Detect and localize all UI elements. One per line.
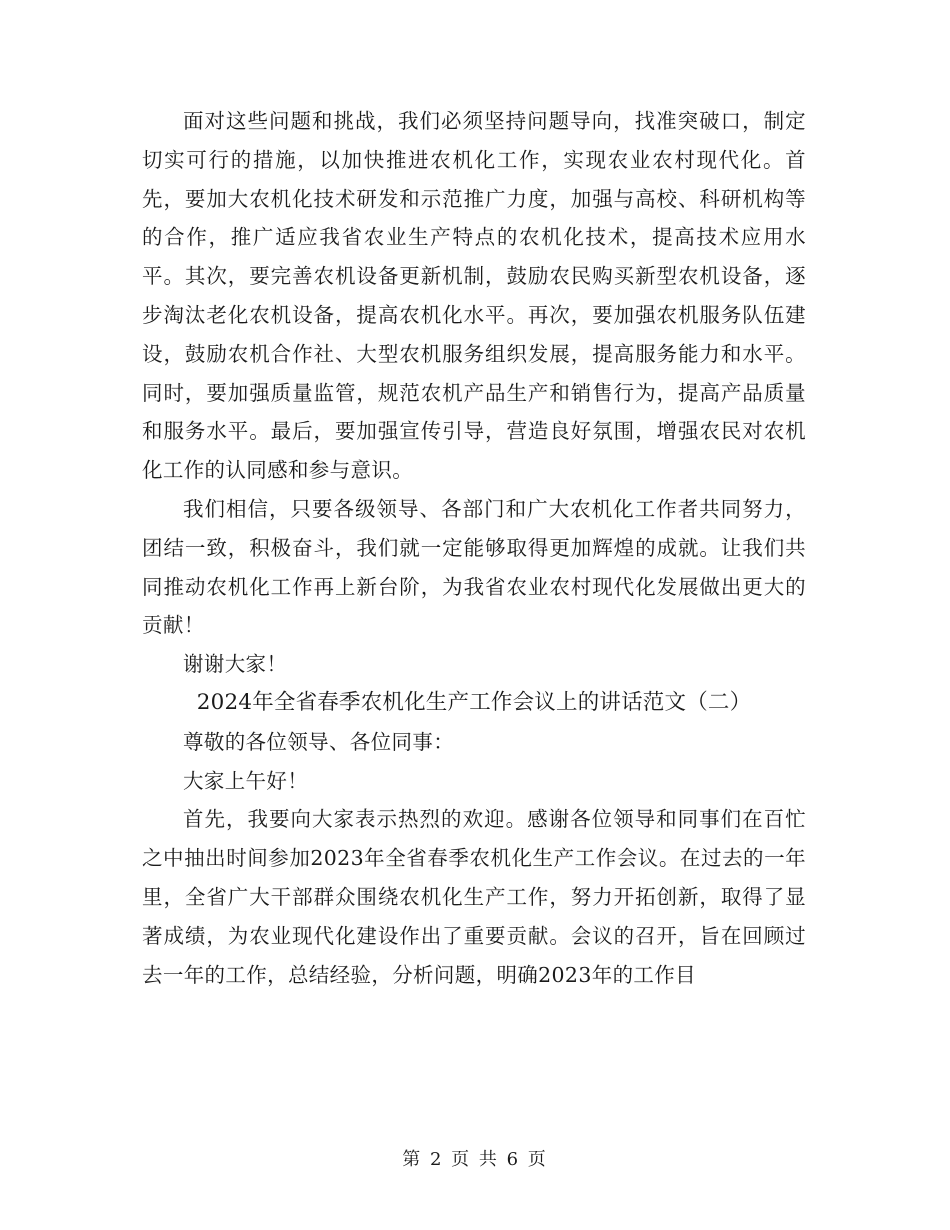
paragraph-salutation: 尊敬的各位领导、各位同事： — [183, 729, 455, 754]
section-title: 2024年全省春季农机化生产工作会议上的讲话范文（二） — [196, 689, 752, 715]
page-number-footer: 第 2 页 共 6 页 — [402, 1149, 548, 1170]
paragraph-greeting: 大家上午好！ — [183, 768, 309, 793]
paragraph-thanks: 谢谢大家！ — [183, 652, 288, 677]
paragraph-measures: 面对这些问题和挑战，我们必须坚持问题导向，找准突破口，制定切实可行的措施，以加快推进农机化工作，实现农业农村现代化。首先，要加大农机化技术研发和示范推广力度，加强与高校、科研机构等的合作，推广适应我省农业生产特点的农机化技术，提高技术应用水平。其次，要完善农机设备更新机制，鼓励农民购买新型农机设备，逐步淘汰老化农机设备，提高农机化水平。再次，要加强农机服务队伍建设，鼓励农机合作社、大型农机服务组织发展，提高服务能力和水平。同时，要加强质量监管，规范农机产品生产和销售行为，提高产品质量和服务水平。最后，要加强宣传引导，营造良好氛围，增强农民对农机化工作的认同感和参与意识。 — [142, 109, 806, 483]
document-body — [142, 102, 806, 994]
paragraph-welcome: 首先，我要向大家表示热烈的欢迎。感谢各位领导和同事们在百忙之中抽出时间参加2023年全省春季农机化生产工作会议。在过去的一年里，全省广大干部群众围绕农机化生产工作，努力开拓创新，取得了显著成绩，为农业现代化建设作出了重要贡献。会议的召开，旨在回顾过去一年的工作，总结经验，分析问题，明确2023年的工作目 — [142, 807, 806, 987]
paragraph-confidence: 我们相信，只要各级领导、各部门和广大农机化工作者共同努力，团结一致，积极奋斗，我们就一定能够取得更加辉煌的成就。让我们共同推动农机化工作再上新台阶，为我省农业农村现代化发展做出更大的贡献！ — [142, 496, 806, 638]
